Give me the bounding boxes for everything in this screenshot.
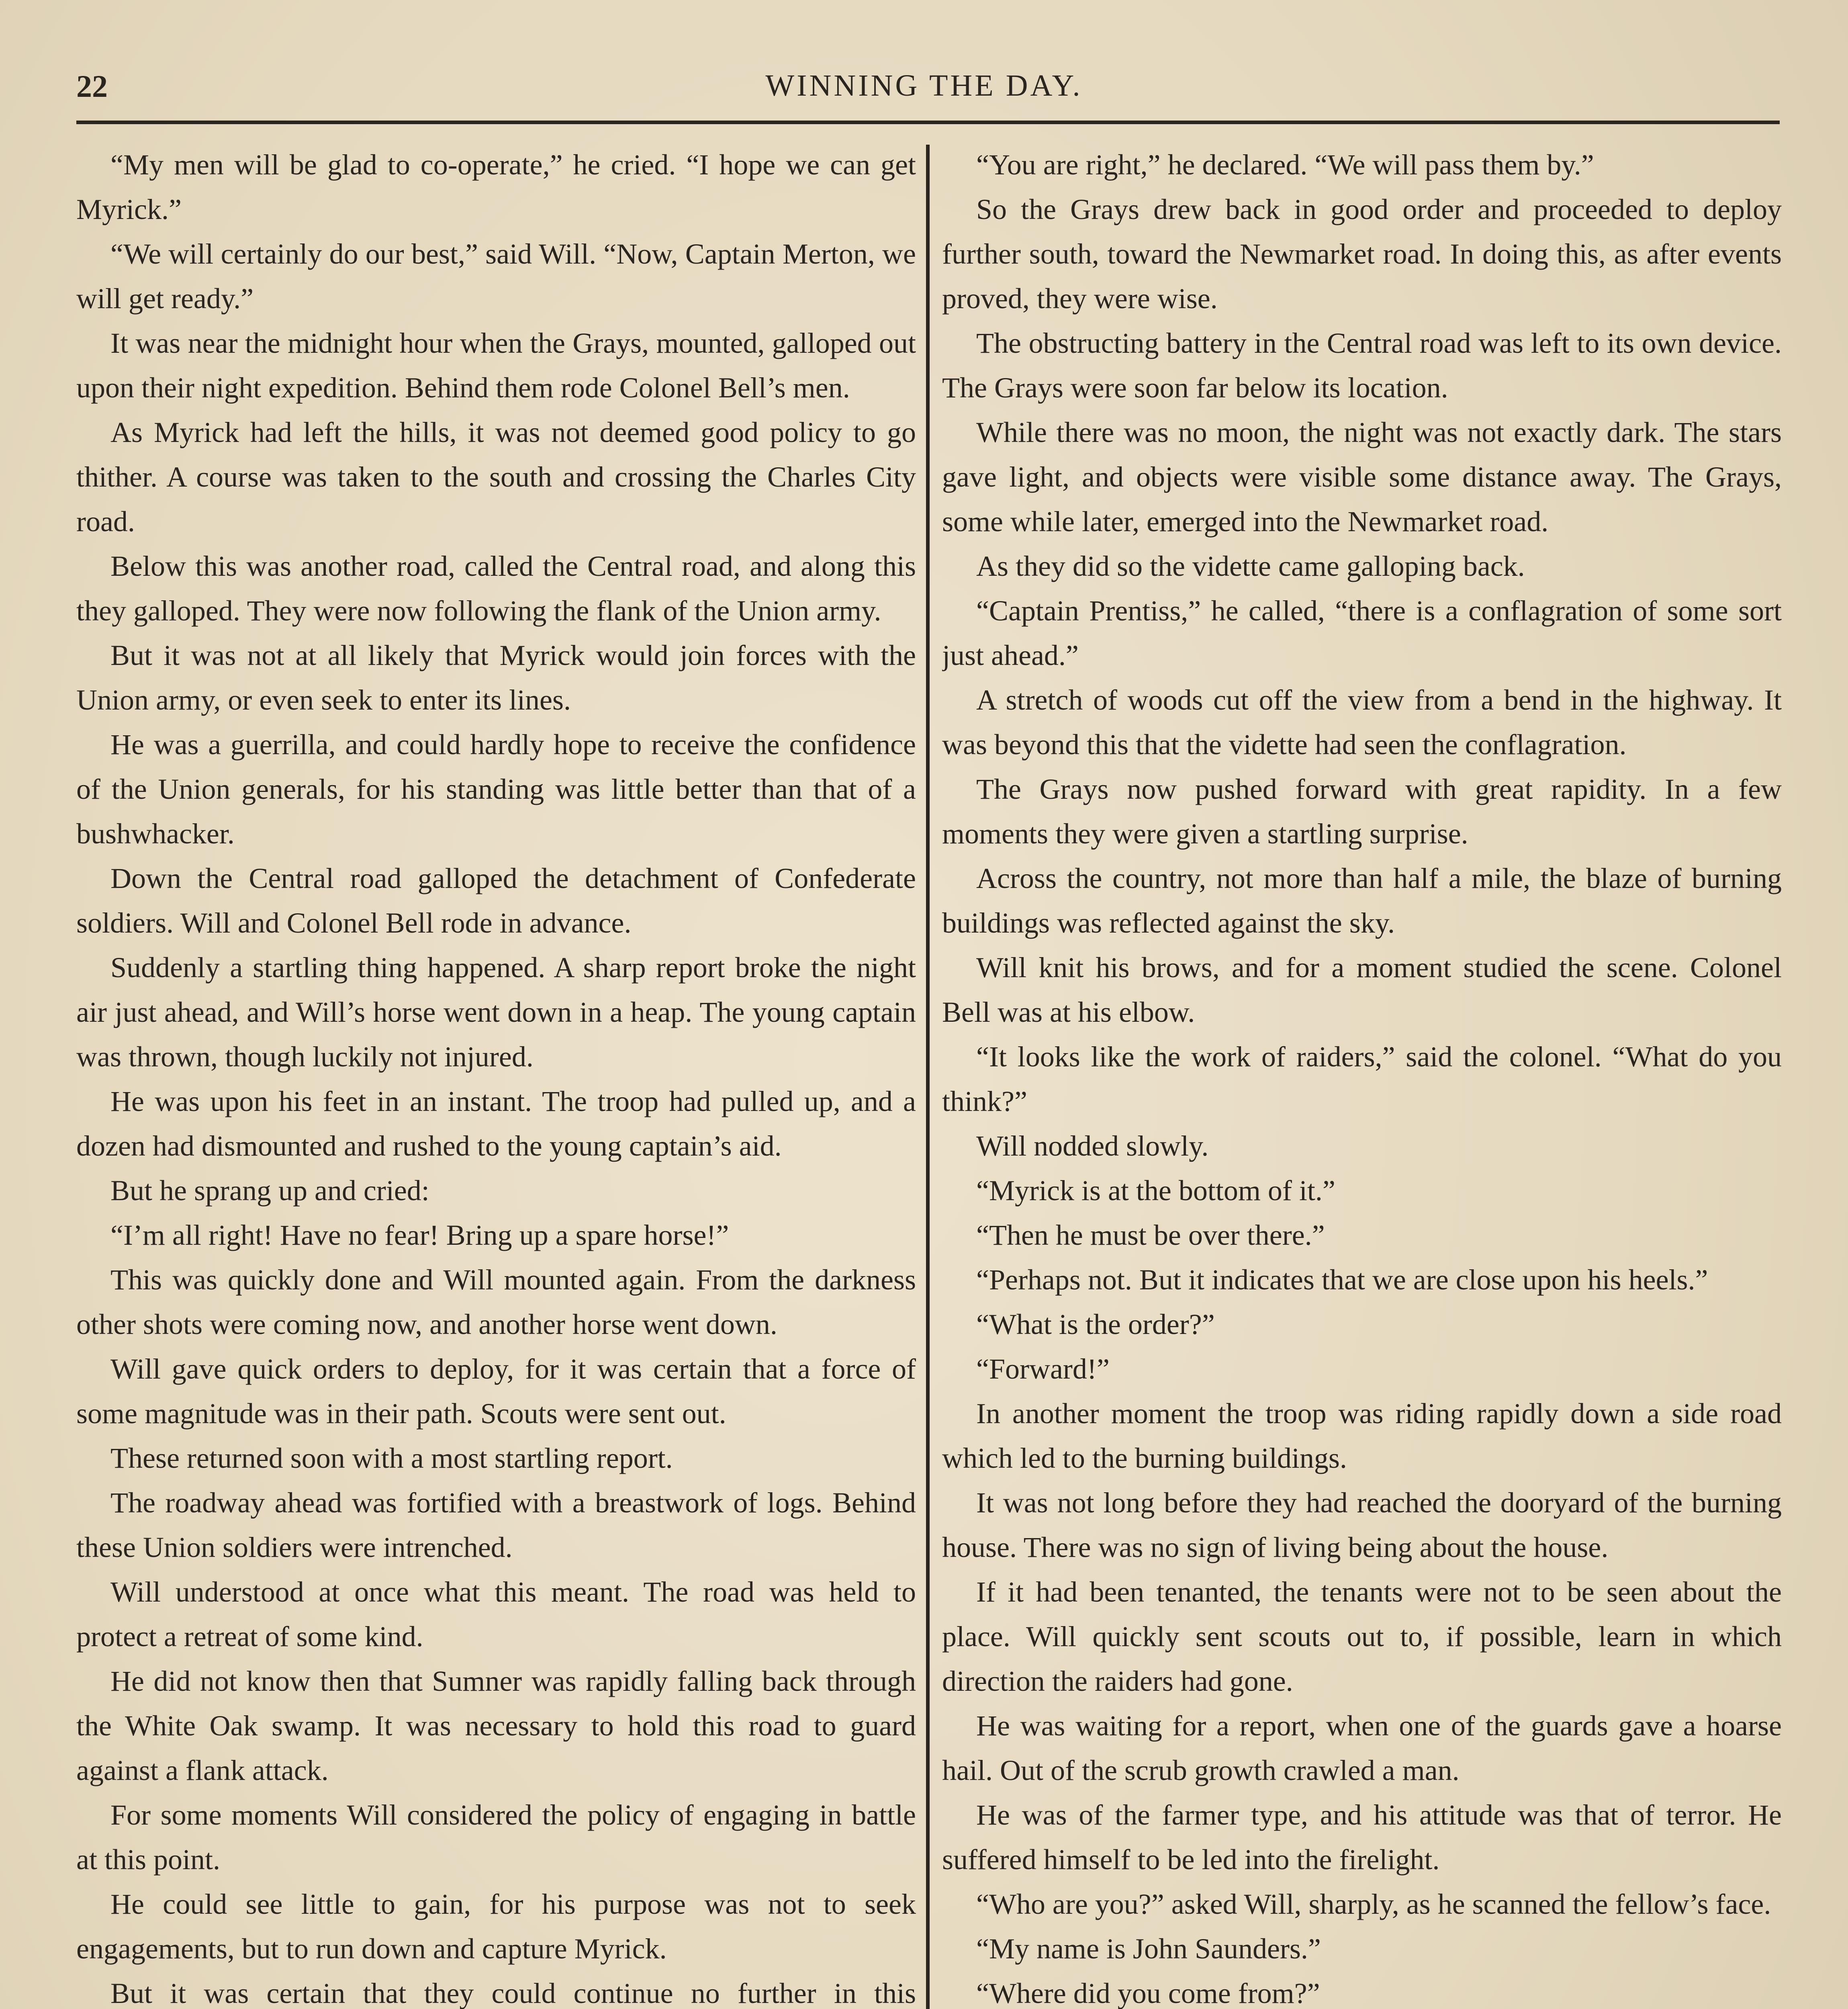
paragraph: This was quickly done and Will mounted again. From the darkness other shots were coming now, and another horse went down. xyxy=(76,1264,916,1340)
paragraph: Will knit his brows, and for a moment studied the scene. Colonel Bell was at his elbow. xyxy=(942,951,1782,1028)
paragraph: “You are right,” he declared. “We will pass them by.” xyxy=(976,149,1594,181)
paragraph: “It looks like the work of raiders,” said the colonel. “What do you think?” xyxy=(942,1041,1782,1117)
right-column xyxy=(942,143,1782,2009)
paragraph: But it was certain that they could continue no further in this xyxy=(110,1977,916,2009)
paragraph: Will understood at once what this meant. The road was held to protect a retreat of some kind. xyxy=(76,1576,916,1653)
paragraph: Down the Central road galloped the detachment of Confederate soldiers. Will and Colonel Bell rode in advance. xyxy=(76,862,916,939)
paragraph: “Captain Prentiss,” he called, “there is a conflagration of some sort just ahead.” xyxy=(942,595,1782,671)
paragraph: Suddenly a startling thing happened. A sharp report broke the night air just ahead, and Will’s horse went down in a heap. The young captain was thrown, though luckily not injured. xyxy=(76,951,916,1073)
paragraph: “Myrick is at the bottom of it.” xyxy=(976,1174,1335,1207)
paragraph: “Forward!” xyxy=(976,1353,1110,1385)
paragraph: Will nodded slowly. xyxy=(976,1130,1209,1162)
paragraph: He was a guerrilla, and could hardly hope to receive the confidence of the Union generals, for his standing was little better than that of a bushwhacker. xyxy=(76,728,916,850)
left-column xyxy=(76,143,916,2009)
paragraph: “My name is John Saunders.” xyxy=(976,1933,1321,1965)
paragraph: The obstructing battery in the Central road was left to its own device. The Grays were soon far below its location. xyxy=(942,327,1782,404)
paragraph: “What is the order?” xyxy=(976,1308,1215,1340)
header-rule xyxy=(76,121,1780,124)
paragraph: He was waiting for a report, when one of the guards gave a hoarse hail. Out of the scrub growth crawled a man. xyxy=(942,1710,1782,1786)
page-header xyxy=(76,60,1772,121)
paragraph: The roadway ahead was fortified with a breastwork of logs. Behind these Union soldiers were intrenched. xyxy=(76,1487,916,1563)
paragraph: Below this was another road, called the Central road, and along this they galloped. They were now following the flank of the Union army. xyxy=(76,550,916,627)
paragraph: If it had been tenanted, the tenants were not to be seen about the place. Will quickly sent scouts out to, if possible, learn in which direction the raiders had gone. xyxy=(942,1576,1782,1697)
paragraph: “Perhaps not. But it indicates that we are close upon his heels.” xyxy=(976,1264,1708,1296)
paragraph: As Myrick had left the hills, it was not deemed good policy to go thither. A course was taken to the south and crossing the Charles City road. xyxy=(76,416,916,538)
paragraph: As they did so the vidette came galloping back. xyxy=(976,550,1525,582)
paragraph: These returned soon with a most startling report. xyxy=(110,1442,673,1474)
paragraph: But he sprang up and cried: xyxy=(110,1174,429,1207)
paragraph: A stretch of woods cut off the view from a bend in the highway. It was beyond this that the vidette had seen the conflagration. xyxy=(942,684,1782,761)
paragraph: In another moment the troop was riding rapidly down a side road which led to the burning buildings. xyxy=(942,1397,1782,1474)
paragraph: “I’m all right! Have no fear! Bring up a spare horse!” xyxy=(110,1219,729,1251)
paragraph: “Who are you?” asked Will, sharply, as he scanned the fellow’s face. xyxy=(976,1888,1771,1920)
paragraph: “We will certainly do our best,” said Will. “Now, Captain Merton, we will get ready.” xyxy=(76,238,916,315)
column-divider xyxy=(926,145,930,2009)
paragraph: He was of the farmer type, and his attitude was that of terror. He suffered himself to be led into the firelight. xyxy=(942,1799,1782,1876)
paragraph: While there was no moon, the night was not exactly dark. The stars gave light, and objects were visible some distance away. The Grays, some while later, emerged into the Newmarket road. xyxy=(942,416,1782,538)
paragraph: For some moments Will considered the policy of engaging in battle at this point. xyxy=(76,1799,916,1876)
running-title: WINNING THE DAY. xyxy=(765,69,1083,102)
paragraph: “Where did you come from?” xyxy=(976,1977,1320,2009)
page-number: 22 xyxy=(76,69,108,104)
paragraph: It was not long before they had reached the dooryard of the burning house. There was no sign of living being about the house. xyxy=(942,1487,1782,1563)
paragraph: The Grays now pushed forward with great rapidity. In a few moments they were given a startling surprise. xyxy=(942,773,1782,850)
paragraph: Will gave quick orders to deploy, for it was certain that a force of some magnitude was in their path. Scouts were sent out. xyxy=(76,1353,916,1430)
paragraph: So the Grays drew back in good order and proceeded to deploy further south, toward the Newmarket road. In doing this, as after events proved, they were wise. xyxy=(942,193,1782,315)
paragraph: He was upon his feet in an instant. The troop had pulled up, and a dozen had dismounted and rushed to the young captain’s aid. xyxy=(76,1085,916,1162)
paragraph: Across the country, not more than half a mile, the blaze of burning buildings was reflected against the sky. xyxy=(942,862,1782,939)
paragraph: He did not know then that Sumner was rapidly falling back through the White Oak swamp. It was necessary to hold this road to guard against a flank attack. xyxy=(76,1665,916,1786)
paragraph: “My men will be glad to co-operate,” he cried. “I hope we can get Myrick.” xyxy=(76,149,916,225)
paragraph: But it was not at all likely that Myrick would join forces with the Union army, or even seek to enter its lines. xyxy=(76,639,916,716)
paragraph: It was near the midnight hour when the Grays, mounted, galloped out upon their night expedition. Behind them rode Colonel Bell’s men. xyxy=(76,327,916,404)
paragraph: “Then he must be over there.” xyxy=(976,1219,1325,1251)
paragraph: He could see little to gain, for his purpose was not to seek engagements, but to run down and capture Myrick. xyxy=(76,1888,916,1965)
